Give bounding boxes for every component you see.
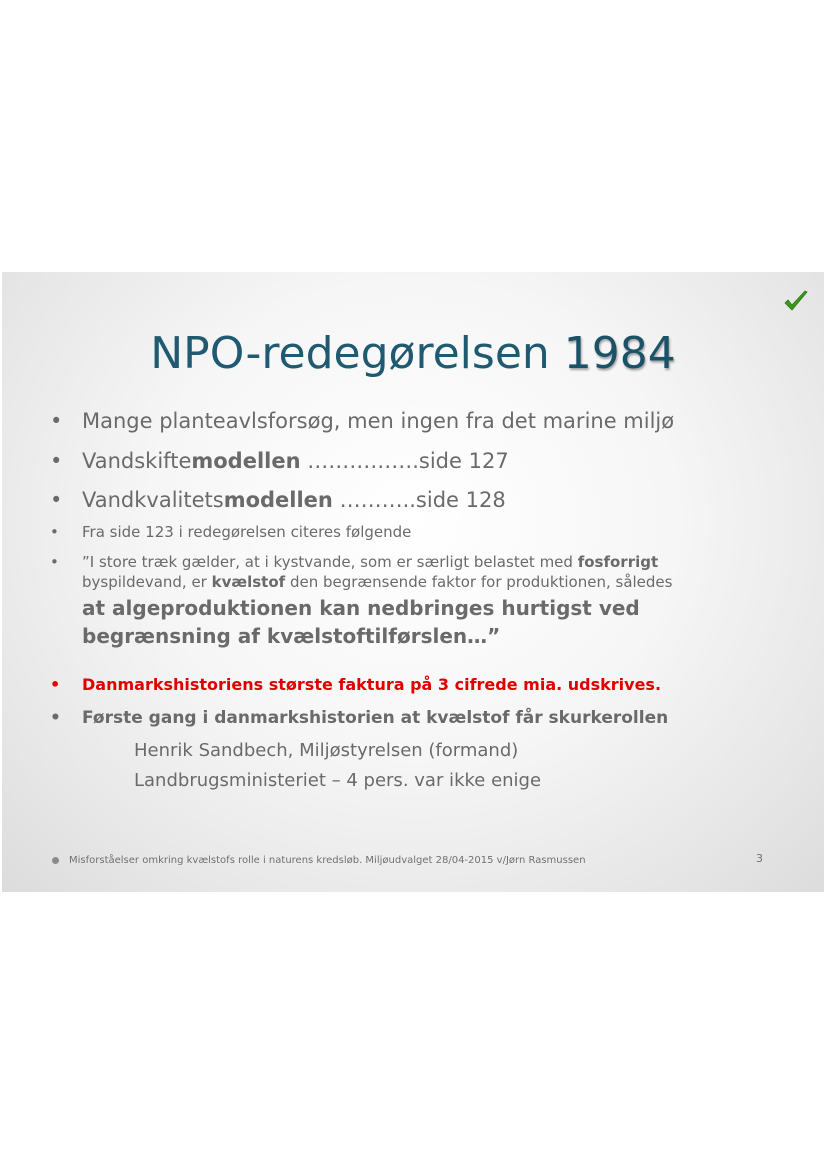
bullet-text: Fra side 123 i redegørelsen citeres følgende bbox=[82, 523, 412, 541]
quote-bold: kvælstof bbox=[211, 573, 286, 591]
footer-bullet-icon bbox=[52, 857, 59, 864]
bullet-text-bold: modellen bbox=[223, 488, 333, 512]
bullet-text bbox=[82, 485, 506, 515]
bullet-text-bold: modellen bbox=[191, 449, 301, 473]
quote-part: den begrænsende faktor for produktionen, således bbox=[285, 573, 673, 591]
quote-bold: fosforrigt bbox=[577, 553, 659, 571]
bullet-text: Mange planteavlsforsøg, men ingen fra det marine miljø bbox=[82, 409, 675, 433]
bullet-marker: • bbox=[50, 449, 63, 473]
quote-line bbox=[82, 572, 782, 592]
bullet-marker: • bbox=[50, 488, 63, 512]
quote-emphasis-line: begrænsning af kvælstoftilførslen…” bbox=[82, 624, 501, 648]
bullet-marker: • bbox=[50, 553, 59, 571]
quote-part: ”I store træk gælder, at i kystvande, som er særligt belastet med bbox=[82, 553, 578, 571]
bullet-text: Danmarkshistoriens største faktura på 3 cifrede mia. udskrives. bbox=[82, 675, 662, 694]
slide bbox=[2, 272, 824, 892]
attribution-line: Landbrugsministeriet – 4 pers. var ikke enige bbox=[134, 770, 542, 791]
slide-footer bbox=[52, 854, 586, 868]
title-year: 1984 bbox=[563, 328, 676, 379]
slide-title bbox=[2, 326, 824, 382]
bullet-text-part: …………….side 127 bbox=[300, 449, 509, 473]
bullet-text-part: ………..side 128 bbox=[332, 488, 506, 512]
title-main: NPO-redegørelsen bbox=[150, 328, 564, 379]
bullet-marker: • bbox=[50, 523, 59, 541]
attribution-line: Henrik Sandbech, Miljøstyrelsen (formand) bbox=[134, 740, 519, 761]
bullet-marker: • bbox=[50, 675, 61, 694]
bullet-text: Første gang i danmarkshistorien at kvælstof får skurkerollen bbox=[82, 708, 669, 728]
bullet-text-part: Vandskifte bbox=[82, 449, 192, 473]
page-number: 3 bbox=[756, 852, 763, 865]
bullet-marker: • bbox=[50, 409, 63, 433]
footer-text: Misforståelser omkring kvælstofs rolle i naturens kredsløb. Miljøudvalget 28/04-2015 v/Jørn Rasmussen bbox=[69, 855, 586, 866]
quote-text bbox=[82, 552, 782, 650]
bullet-text-part: Vandkvalitets bbox=[82, 488, 224, 512]
checkmark-icon bbox=[782, 288, 810, 316]
bullet-text bbox=[82, 446, 509, 476]
quote-emphasis-line: at algeproduktionen kan nedbringes hurtigst ved bbox=[82, 596, 640, 620]
quote-part: byspildevand, er bbox=[82, 573, 212, 591]
bullet-marker: • bbox=[50, 708, 61, 728]
